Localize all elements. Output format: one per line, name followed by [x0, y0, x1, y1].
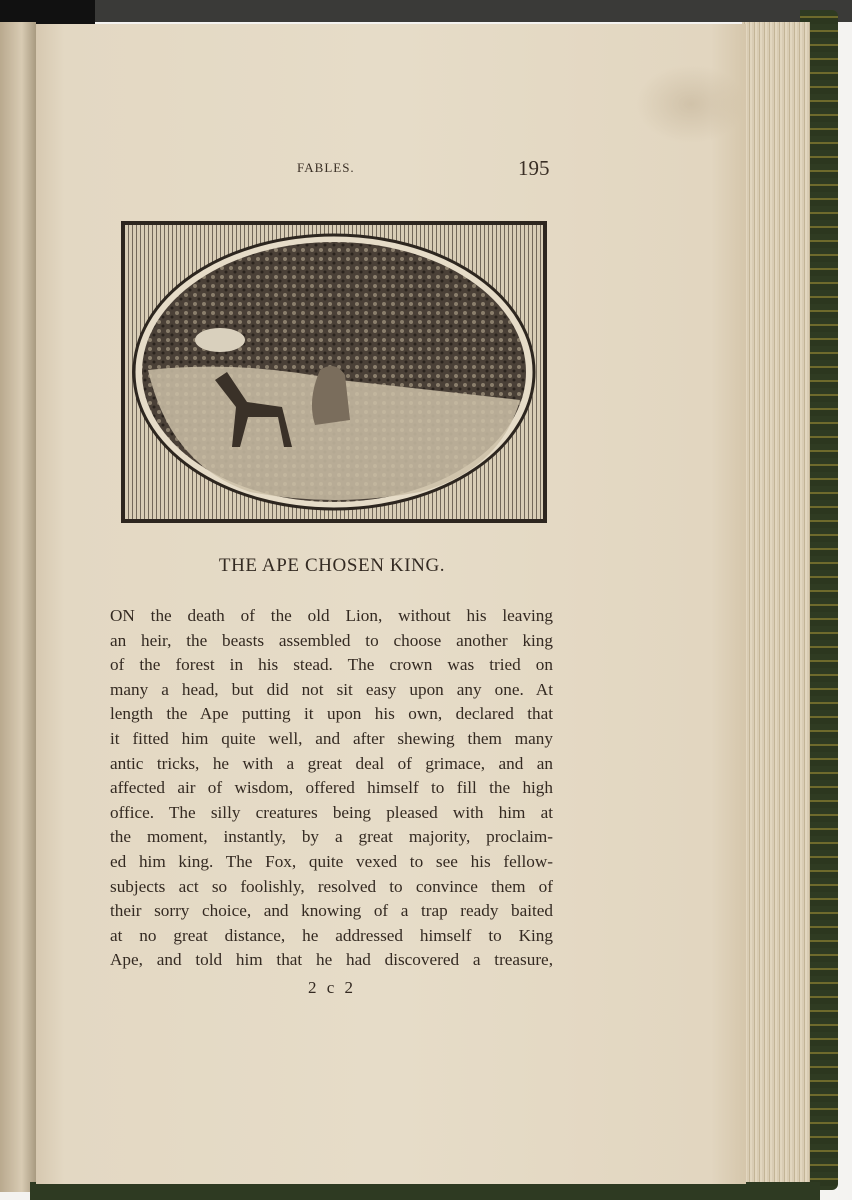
text-line: subjects act so foolishly, resolved to convince them of [110, 876, 553, 896]
fable-title: THE APE CHOSEN KING. [218, 555, 446, 576]
scan-top-edge [0, 0, 852, 22]
text-line: ed him king. The Fox, quite vexed to see his fellow- [110, 851, 553, 871]
fable-text [110, 604, 553, 973]
text-line: the moment, instantly, by a great majority, proclaim- [110, 827, 553, 847]
foxing-stain [636, 64, 746, 144]
text-line: it fitted him quite well, and after shewing them many [110, 728, 553, 748]
text-line: an heir, the beasts assembled to choose another king [110, 630, 553, 650]
scan-corner [0, 0, 95, 24]
text-line: of the forest in his stead. The crown was tried on [110, 655, 553, 675]
text-line: Ape, and told him that he had discovered a treasure, [110, 950, 553, 970]
page-edges [742, 22, 810, 1182]
text-line: antic tricks, he with a great deal of grimace, and an [110, 753, 553, 773]
binding-bottom [30, 1182, 820, 1200]
text-line: many a head, but did not sit easy upon any one. At [110, 679, 553, 699]
text-line: at no great distance, he addressed himself to King [110, 925, 553, 945]
text-line: office. The silly creatures being pleased with him at [110, 802, 553, 822]
text-line: their sorry choice, and knowing of a trap ready baited [110, 901, 553, 921]
left-page-edge [0, 22, 36, 1192]
page-number: 195 [518, 156, 550, 180]
text-line: affected air of wisdom, offered himself to fill the high [110, 778, 553, 798]
text-line: ON the death of the old Lion, without his leaving [110, 606, 553, 625]
printer-signature: 2 c 2 [307, 978, 357, 997]
woodcut-illustration [120, 220, 548, 524]
text-line: length the Ape putting it upon his own, declared that [110, 704, 553, 724]
running-head: FABLES. [297, 160, 355, 175]
